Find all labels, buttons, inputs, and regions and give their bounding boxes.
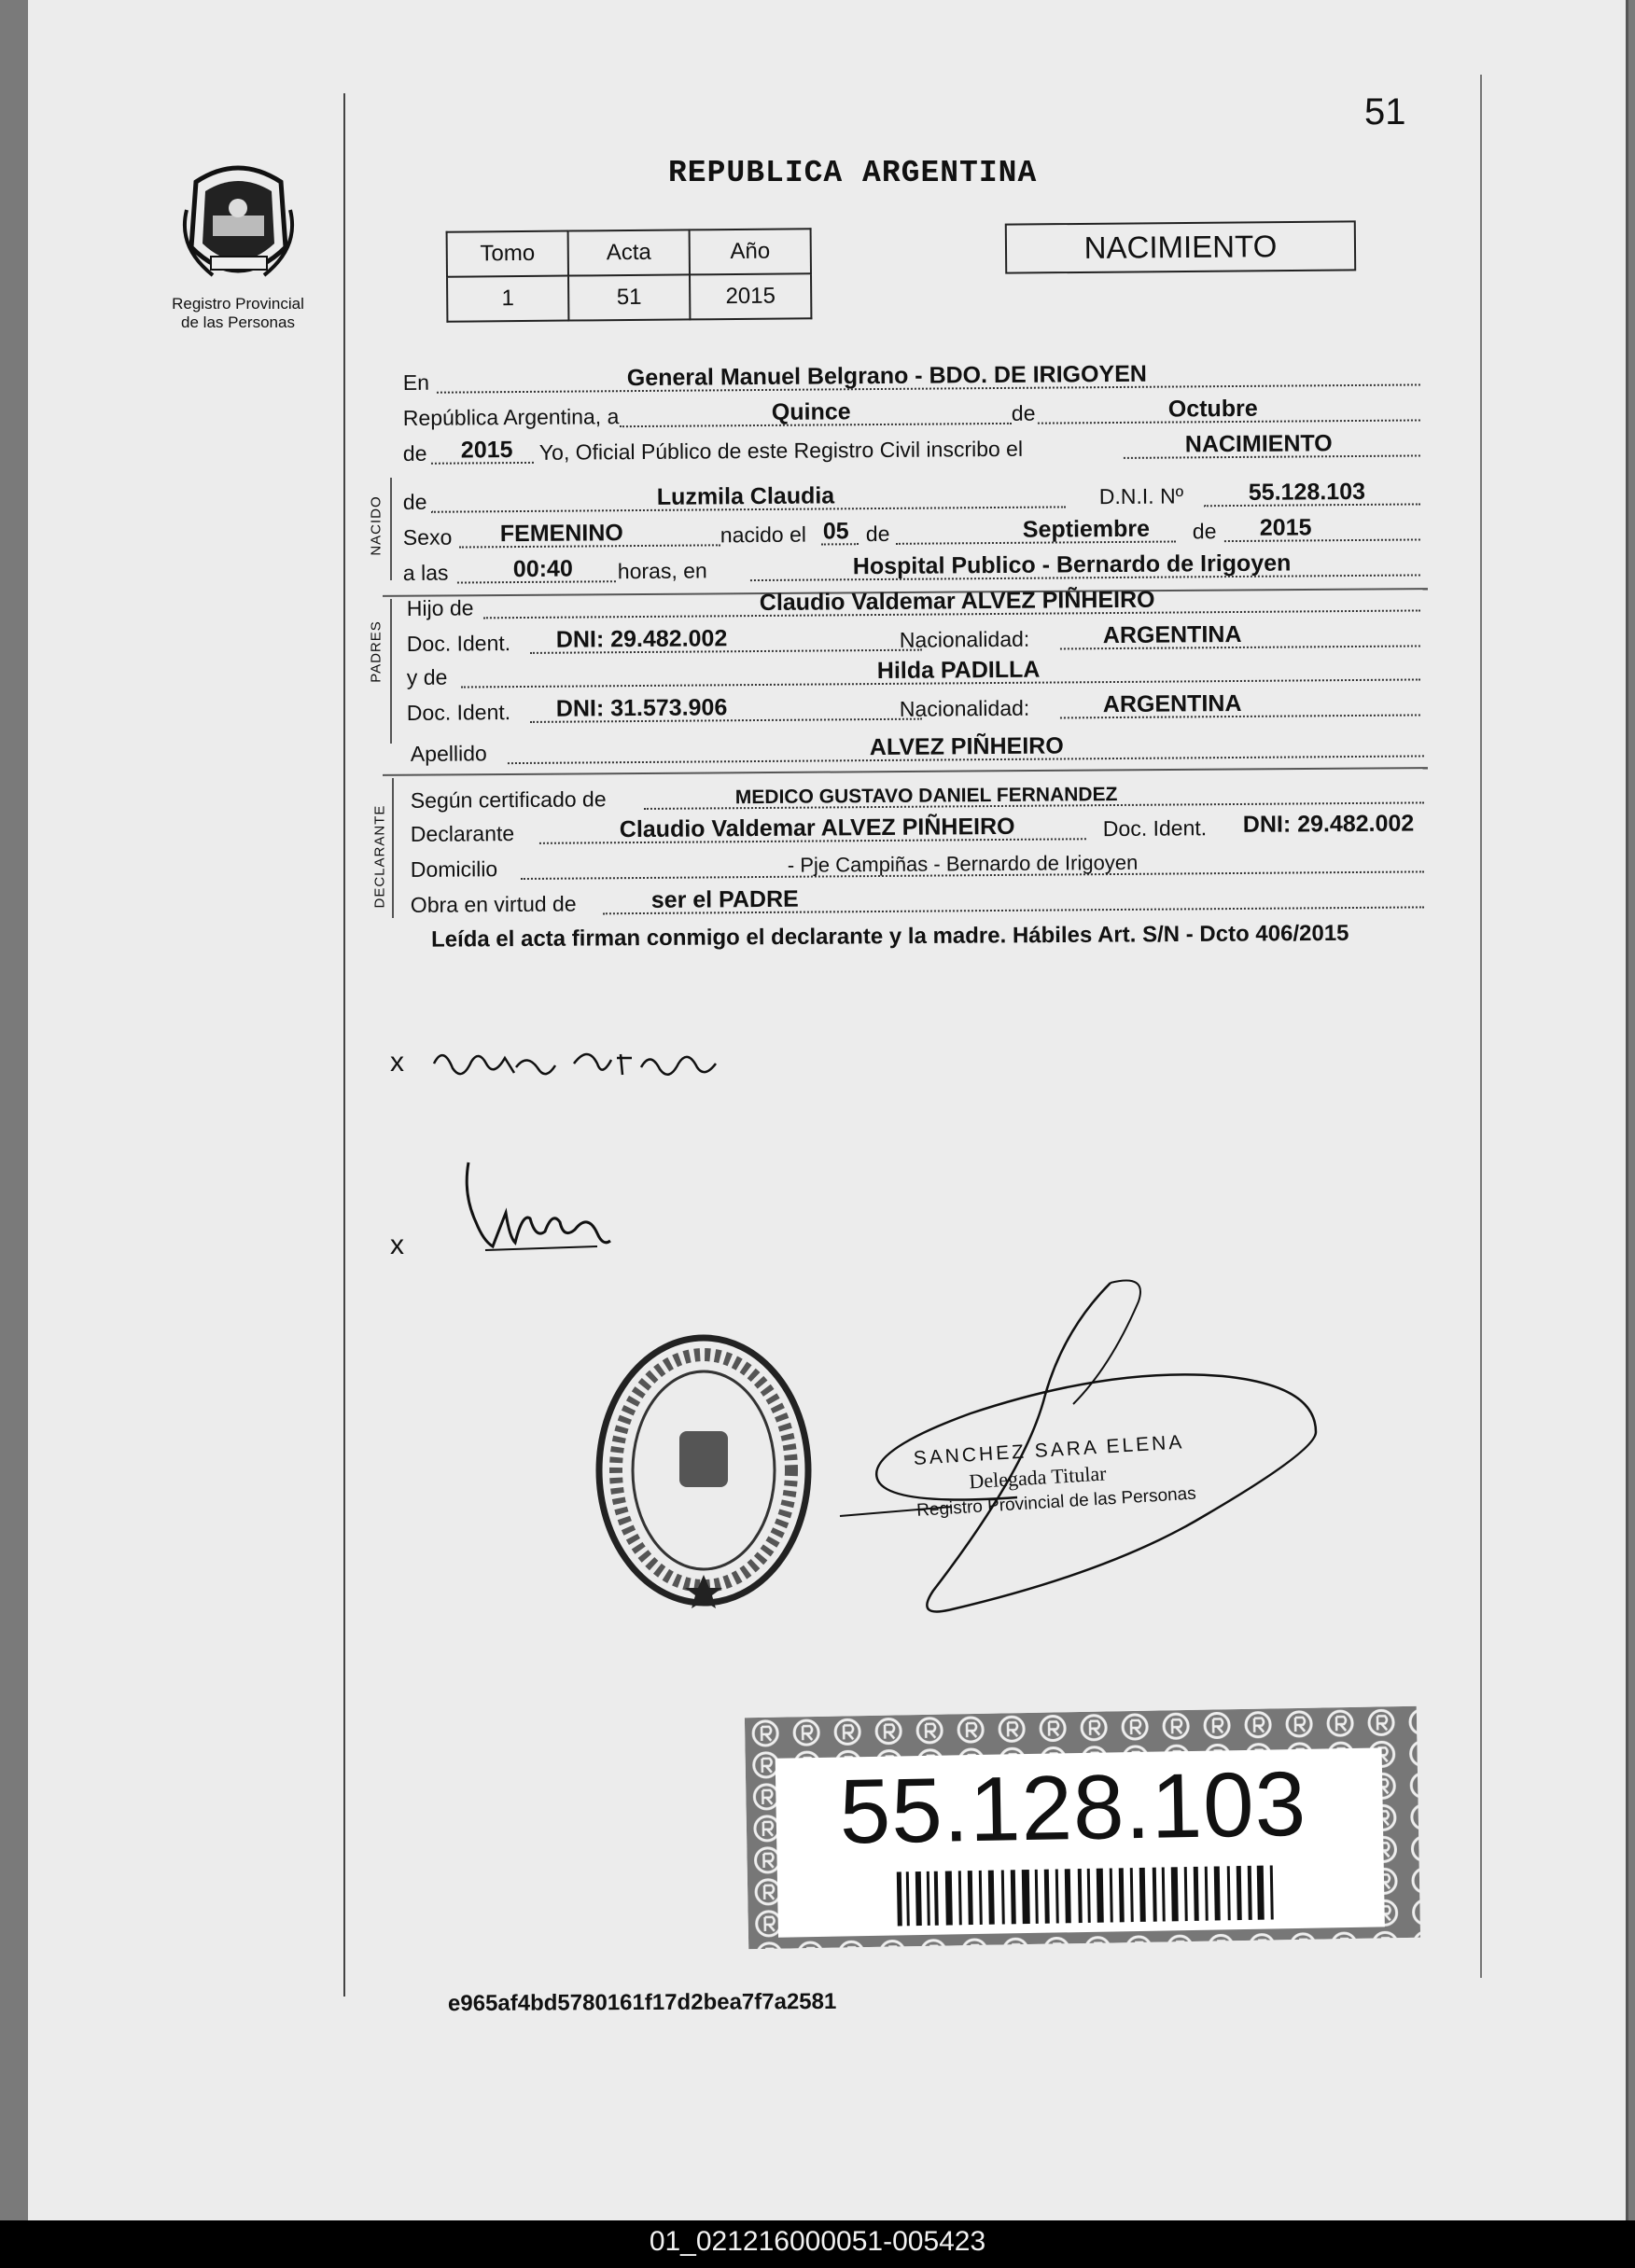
segun-value: MEDICO GUSTAVO DANIEL FERNANDEZ xyxy=(734,783,1118,809)
nac-label: Nacionalidad: xyxy=(899,626,1030,652)
doc-label: Doc. Ident. xyxy=(406,631,511,656)
alas-label: a las xyxy=(402,560,449,586)
nac-label: Nacionalidad: xyxy=(899,695,1030,721)
padre-doc-value: DNI: 29.482.002 xyxy=(555,625,728,653)
dni-value: 55.128.103 xyxy=(1248,478,1366,506)
declarante-doc-label: Doc. Ident. xyxy=(1102,815,1208,842)
day-value: Quince xyxy=(771,398,851,425)
nacido-label: nacido el xyxy=(720,522,807,548)
apellido-label: Apellido xyxy=(410,741,487,766)
document-hash: e965af4bd5780161f17d2bea7f7a2581 xyxy=(447,1988,837,2017)
hora-value: 00:40 xyxy=(512,555,573,583)
de4-label: de xyxy=(1192,519,1217,544)
year-prefix: de xyxy=(402,440,427,466)
section-label-nacido: NACIDO xyxy=(368,495,384,556)
nombre-value: Luzmila Claudia xyxy=(656,482,835,510)
seal-caption xyxy=(145,295,331,332)
madre-nac-value: ARGENTINA xyxy=(1102,689,1242,718)
horas-en-label: horas, en xyxy=(617,558,707,584)
domicilio-value: - Pje Campiñas - Bernardo de Irigoyen xyxy=(787,850,1139,877)
round-seal-stamp xyxy=(592,1330,816,1610)
barcode-sticker xyxy=(745,1706,1420,1950)
declarante-label: Declarante xyxy=(410,821,515,846)
official-name: SANCHEZ SARA ELENA xyxy=(913,1431,1185,1469)
obra-label: Obra en virtud de xyxy=(410,891,577,917)
file-code: 01_021216000051-005423 xyxy=(649,2226,986,2257)
document-title: REPUBLICA ARGENTINA xyxy=(668,156,1038,190)
record-type-box: NACIMIENTO xyxy=(1005,220,1356,273)
ref-header-anio: Año xyxy=(690,229,811,274)
reference-table xyxy=(446,228,813,322)
hijo-label: Hijo de xyxy=(406,595,474,620)
ref-value-tomo: 1 xyxy=(447,276,568,322)
seal-caption-line-2: de las Personas xyxy=(181,313,295,331)
apellido-value: ALVEZ PIÑHEIRO xyxy=(869,732,1064,761)
madre-value: Hilda PADILLA xyxy=(876,656,1041,685)
padre-value: Claudio Valdemar ALVEZ PIÑHEIRO xyxy=(759,586,1155,616)
signature-madre xyxy=(457,1157,616,1269)
doc-label: Doc. Ident. xyxy=(406,700,511,725)
closing-note: Leída el acta firman conmigo el declarante y la madre. Hábiles Art. S/N - Dcto 406/2015 xyxy=(430,920,1349,953)
barcode-number: 55.128.103 xyxy=(838,1751,1308,1863)
month-value: Octubre xyxy=(1167,395,1258,423)
signature-mark-1: x xyxy=(390,1047,404,1078)
sexo-value: FEMENINO xyxy=(499,520,623,548)
nac-anio-value: 2015 xyxy=(1259,514,1312,541)
section-divider xyxy=(390,599,392,744)
lugar-value: Hospital Publico - Bernardo de Irigoyen xyxy=(852,550,1292,580)
official-office: Registro Provincial de las Personas xyxy=(915,1483,1197,1521)
provincial-seal-icon xyxy=(175,154,301,289)
de3-label: de xyxy=(865,521,890,547)
ref-header-tomo: Tomo xyxy=(447,231,568,277)
section-label-declarante: DECLARANTE xyxy=(371,804,388,909)
ref-value-acta: 51 xyxy=(568,274,690,320)
signature-declarante xyxy=(425,1026,742,1101)
en-label: En xyxy=(402,369,430,396)
ref-value-anio: 2015 xyxy=(690,273,811,319)
section-divider xyxy=(390,478,392,580)
declarante-value: Claudio Valdemar ALVEZ PIÑHEIRO xyxy=(619,813,1015,843)
signature-mark-2: x xyxy=(390,1230,404,1260)
page-number: 51 xyxy=(1364,91,1406,132)
nac-dia-value: 05 xyxy=(822,518,849,545)
acto-value: NACIMIENTO xyxy=(1184,430,1333,458)
frame-right-rule xyxy=(1480,75,1482,1978)
dni-label: D.N.I. Nº xyxy=(1098,483,1184,509)
segun-label: Según certificado de xyxy=(410,786,607,813)
section-divider xyxy=(392,778,394,918)
frame-left-rule xyxy=(343,93,345,1997)
de2-label: de xyxy=(402,489,427,515)
en-value: General Manuel Belgrano - BDO. DE IRIGOYEN xyxy=(626,360,1147,392)
inscribo-text: Yo, Oficial Público de este Registro Civil inscribo el xyxy=(538,436,1024,465)
madre-doc-value: DNI: 31.573.906 xyxy=(555,694,728,722)
dotted-line xyxy=(1224,538,1420,542)
official-role: Delegada Titular xyxy=(968,1461,1108,1494)
obra-value: ser el PADRE xyxy=(650,885,799,913)
declarante-doc-value: DNI: 29.482.002 xyxy=(1242,810,1415,838)
ref-header-acta: Acta xyxy=(568,230,690,275)
domicilio-label: Domicilio xyxy=(410,856,498,882)
section-label-padres: PADRES xyxy=(368,620,384,683)
republica-label: República Argentina, a xyxy=(402,404,620,431)
sexo-label: Sexo xyxy=(402,524,453,550)
de-label: de xyxy=(1011,400,1036,425)
padre-nac-value: ARGENTINA xyxy=(1102,620,1242,649)
yde-label: y de xyxy=(406,664,448,689)
seal-caption-line-1: Registro Provincial xyxy=(172,295,304,313)
year-value: 2015 xyxy=(460,437,513,464)
nac-mes-value: Septiembre xyxy=(1022,515,1151,543)
